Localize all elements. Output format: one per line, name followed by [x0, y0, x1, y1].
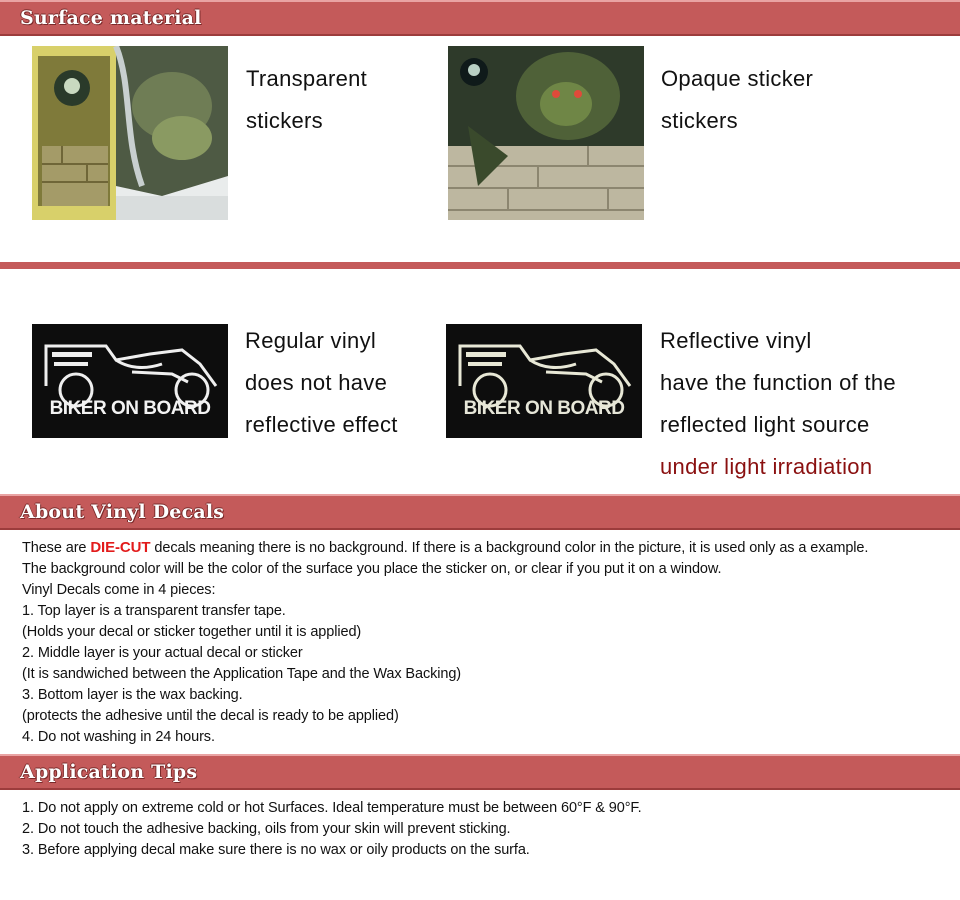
reflective-caption-line4: under light irradiation	[660, 454, 873, 479]
about-line: 4. Do not washing in 24 hours.	[22, 729, 215, 745]
about-line: The background color will be the color of the surface you place the sticker on, or clear if you put it on a window.	[22, 561, 722, 577]
opaque-caption	[661, 58, 813, 142]
about-text	[22, 537, 868, 748]
opaque-sticker-photo	[448, 46, 644, 220]
surface-material-title: Surface material	[20, 7, 202, 29]
about-line: 1. Top layer is a transparent transfer tape.	[22, 603, 286, 619]
surface-material-header	[0, 0, 960, 36]
regular-caption-line2: does not have	[245, 370, 388, 395]
about-line: 2. Middle layer is your actual decal or sticker	[22, 645, 303, 661]
reflective-vinyl-caption	[660, 320, 896, 488]
tip-line: 3. Before applying decal make sure there is no wax or oily products on the surfa.	[22, 842, 530, 858]
regular-caption-line3: reflective effect	[245, 412, 398, 437]
about-vinyl-decals-title: About Vinyl Decals	[20, 501, 225, 523]
reflective-caption-line2: have the function of the	[660, 370, 896, 395]
transparent-caption	[246, 58, 367, 142]
application-tips-title: Application Tips	[20, 761, 198, 783]
transparent-sticker-photo	[32, 46, 228, 220]
opaque-caption-line2: stickers	[661, 108, 738, 133]
tip-line: 1. Do not apply on extreme cold or hot Surfaces. Ideal temperature must be between 60°F & 90°F.	[22, 800, 642, 816]
about-intro-line	[22, 537, 868, 559]
regular-vinyl-decal-image	[32, 324, 228, 438]
about-line: (It is sandwiched between the Application Tape and the Wax Backing)	[22, 666, 462, 682]
about-vinyl-decals-header	[0, 494, 960, 530]
about-intro-after: decals meaning there is no background. If there is a background color in the picture, it is used only as a example.	[150, 540, 869, 556]
about-line: (protects the adhesive until the decal is ready to be applied)	[22, 708, 399, 724]
transparent-caption-line1: Transparent	[246, 66, 368, 91]
opaque-caption-line1: Opaque sticker	[661, 66, 814, 91]
tip-line: 2. Do not touch the adhesive backing, oils from your skin will prevent sticking.	[22, 821, 511, 837]
tips-text	[22, 798, 642, 861]
die-cut-highlight: DIE-CUT	[90, 539, 151, 556]
section-divider	[0, 262, 960, 269]
regular-vinyl-caption	[245, 320, 398, 446]
regular-caption-line1: Regular vinyl	[245, 328, 377, 353]
about-line: 3. Bottom layer is the wax backing.	[22, 687, 243, 703]
about-line: Vinyl Decals come in 4 pieces:	[22, 582, 216, 598]
transparent-caption-line2: stickers	[246, 108, 323, 133]
reflective-caption-line3: reflected light source	[660, 412, 870, 437]
reflective-vinyl-decal-image	[446, 324, 642, 438]
reflective-caption-line1: Reflective vinyl	[660, 328, 812, 353]
application-tips-header	[0, 754, 960, 790]
about-line: (Holds your decal or sticker together until it is applied)	[22, 624, 362, 640]
about-intro-before: These are	[22, 540, 91, 556]
regular-decal-label: BIKER ON BOARD	[49, 398, 211, 419]
reflective-decal-label: BIKER ON BOARD	[463, 398, 625, 419]
